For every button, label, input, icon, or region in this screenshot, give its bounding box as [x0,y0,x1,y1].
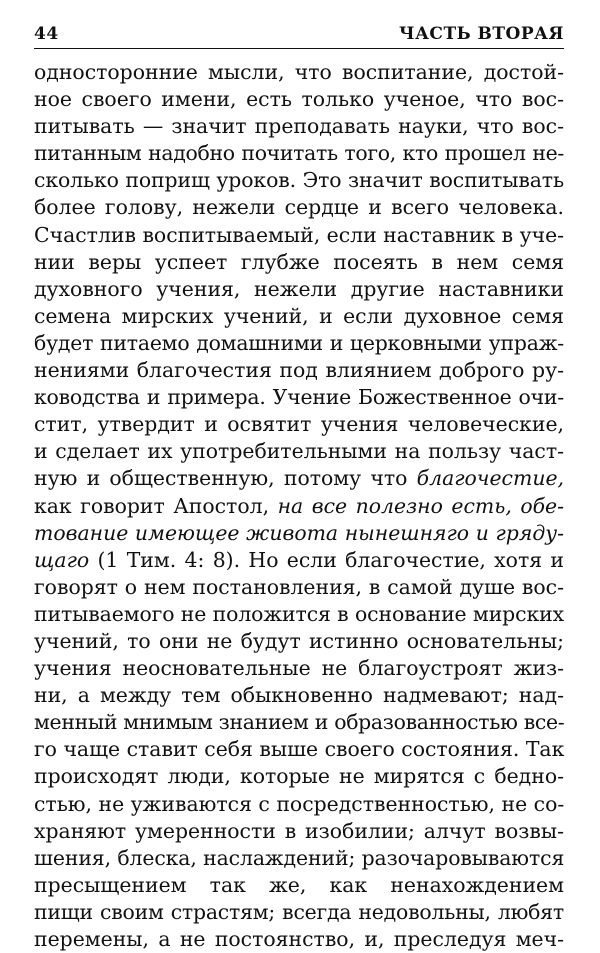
text-line: питывать — значит преподавать науки, что вос- [34,114,564,139]
text-line: семена мирских учений, и если духовное семя [34,303,564,328]
text-line: нии веры успеет глубже посеять в нем семя [34,249,564,274]
text-line: будет питаемо домашними и церковными упраж- [34,330,564,355]
text-line: нениями благочестия под влиянием доброго ру- [34,358,564,383]
body-text [34,59,564,953]
text-line: ную и общественную, потому что благочестие, [34,466,564,491]
text-line: односторонние мысли, что воспитание, достой- [34,60,564,84]
text-line: шения, блеска, наслаждений; разочаровываются [34,845,565,870]
text-line: говорят о нем постановления, в самой душе вос- [34,574,564,599]
text-line: как говорит Апостол, на все полезно есть, обе- [34,493,565,518]
italic-quote: тование имеющее живота нынешняго и гряду- [34,520,564,545]
text-line: Счастлив воспитываемый, если наставник в уче- [34,222,565,247]
text-line: щаго (1 Тим. 4: 8). Но если благочестие, хотя и [34,547,564,572]
text-line: питанным надобно почитать того, кто прошел не- [34,141,564,166]
text-line: питываемого не положится в основание мирских [34,601,564,626]
text-line: пищи своим страстям; всегда недовольны, любят [34,899,564,924]
text-line: учения неосновательные не благоустроят жиз- [34,656,564,681]
text-line: ководства и примера. Учение Божественное очи- [34,385,564,410]
text-line: происходят люди, которые не мирятся с бедно- [34,764,564,789]
text-line: ное своего имени, есть только ученое, что вос- [34,87,564,112]
text-line: храняют умеренности в изобилии; алчут возвы- [34,818,564,843]
section-title: ЧАСТЬ ВТОРАЯ [399,24,564,44]
text-line: стью, не уживаются с посредственностью, не со- [34,791,565,816]
page-number: 44 [34,24,59,44]
italic-quote: на все полезно есть, обе- [277,493,565,518]
text-line: стит, утвердит и освятит учения человеческие, [34,412,564,437]
text-line: менный мнимым знанием и образованностью все- [34,710,565,735]
running-header [34,18,564,44]
text-line: более голову, нежели сердце и всего человека. [34,195,564,220]
text-line: пресыщением так же, как ненахождением [34,872,564,897]
text-line: и сделает их употребительными на пользу част- [34,439,564,464]
text-line: сколько поприщ уроков. Это значит воспитывать [34,168,564,193]
text-line: учений, то они не будут истинно основательны; [34,628,564,653]
text-line: перемены, а не постоянство, и, преследуя меч- [34,927,564,951]
italic-quote: щаго [34,547,90,572]
text-line [34,520,564,547]
text-line: духовного учения, нежели другие наставники [34,276,564,301]
header-rule [34,48,564,49]
italic-quote: благочестие, [416,466,564,491]
text-line: го чаще ставит себя выше своего состояния. Так [34,737,565,762]
text-line: ни, а между тем обыкновенно надмевают; над- [34,683,564,708]
